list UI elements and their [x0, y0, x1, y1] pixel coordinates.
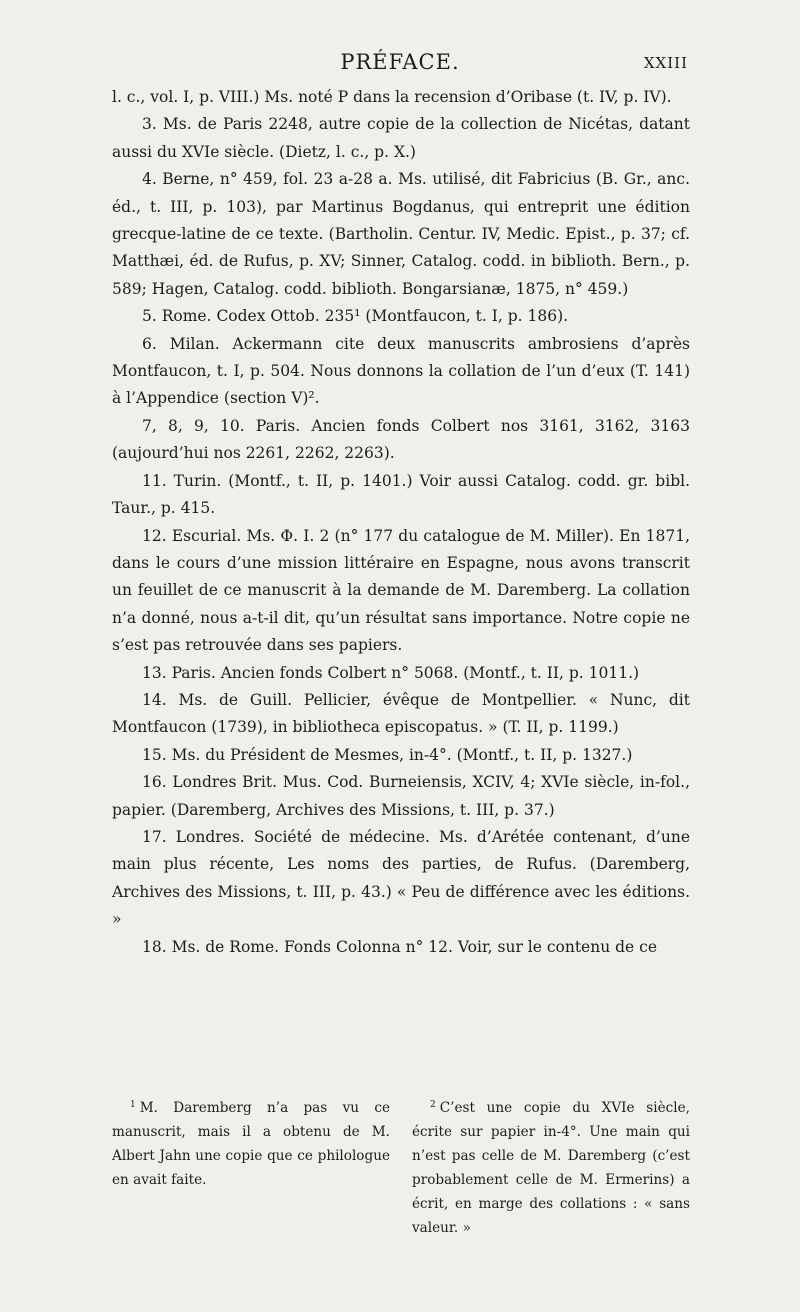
manuscript-entry: 7, 8, 9, 10. Paris. Ancien fonds Colbert nos 3161, 3162, 3163 (aujourd’hui nos 2261, 2262, 2263).	[112, 416, 690, 463]
footnote-2	[412, 1093, 690, 1240]
running-head	[0, 50, 800, 80]
manuscript-entry: 6. Milan. Ackermann cite deux manuscrits ambrosiens d’après Montfaucon, t. I, p. 504. Nous donnons la collation de l’un d’eux (T. 141) à l’Appendice (section V)².	[112, 334, 690, 408]
manuscript-entry: 5. Rome. Codex Ottob. 235¹ (Montfaucon, t. I, p. 186).	[142, 307, 569, 326]
footnotes	[112, 1093, 690, 1240]
manuscript-entry: 12. Escurial. Ms. Φ. I. 2 (n° 177 du catalogue de M. Miller). En 1871, dans le cours d’une mission littéraire en Espagne, nous avons transcrit un feuillet de ce manuscrit à la demande de M. Daremberg. La collation n’a donné, nous a-t-il dit, qu’un résultat sans importance. Notre copie ne s’est pas retrouvée dans ses papiers.	[112, 526, 690, 655]
footnote-marker: 1	[130, 1100, 136, 1110]
manuscript-entry: 4. Berne, n° 459, fol. 23 a-28 a. Ms. utilisé, dit Fabricius (B. Gr., anc. éd., t. III, p. 103), par Martinus Bogdanus, qui entreprit une édition grecque-latine de ce texte. (Bartholin. Centur. IV, Medic. Epist., p. 37; cf. Matthæi, éd. de Rufus, p. XV; Sinner, Catalog. codd. in biblioth. Bern., p. 589; Hagen, Catalog. codd. biblioth. Bongarsianæ, 1875, n° 459.)	[112, 170, 690, 298]
body-text	[112, 84, 690, 961]
manuscript-entry: 14. Ms. de Guill. Pellicier, évêque de Montpellier. « Nunc, dit Montfaucon (1739), in bibliotheca episcopatus. » (T. II, p. 1199.)	[112, 690, 690, 737]
manuscript-entry: 3. Ms. de Paris 2248, autre copie de la collection de Nicétas, datant aussi du XVIe siècle. (Dietz, l. c., p. X.)	[112, 115, 690, 161]
manuscript-entry: 11. Turin. (Montf., t. II, p. 1401.) Voir aussi Catalog. codd. gr. bibl. Taur., p. 415.	[112, 471, 690, 518]
footnote-text: C’est une copie du XVIe siècle, écrite sur papier in-4°. Une main qui n’est pas celle de M. Daremberg (c’est probablement celle de M. Ermerins) a écrit, en marge des collations : « sans valeur. »	[412, 1100, 690, 1236]
footnote-text: M. Daremberg n’a pas vu ce manuscrit, mais il a obtenu de M. Albert Jahn une copie que ce philologue en avait faite.	[112, 1100, 390, 1188]
manuscript-entry: 17. Londres. Société de médecine. Ms. d’Arétée contenant, d’une main plus récente, Les noms des parties, de Rufus. (Daremberg, Archives des Missions, t. III, p. 43.) « Peu de différence avec les éditions. »	[112, 827, 690, 929]
manuscript-entry: 13. Paris. Ancien fonds Colbert n° 5068. (Montf., t. II, p. 1011.)	[142, 663, 640, 682]
entry-continuation: l. c., vol. I, p. VIII.) Ms. noté P dans la recension d’Oribase (t. IV, p. IV).	[112, 88, 672, 106]
manuscript-entry: 18. Ms. de Rome. Fonds Colonna n° 12. Voir, sur le contenu de ce	[142, 937, 657, 956]
footnote-marker: 2	[430, 1100, 436, 1110]
manuscript-entry: 15. Ms. du Président de Mesmes, in-4°. (Montf., t. II, p. 1327.)	[142, 745, 633, 764]
manuscript-entry: 16. Londres Brit. Mus. Cod. Burneiensis, XCIV, 4; XVIe siècle, in-fol., papier. (Daremberg, Archives des Missions, t. III, p. 37.)	[112, 773, 690, 819]
footnote-1	[112, 1093, 390, 1192]
running-title: PRÉFACE.	[340, 50, 460, 74]
page-number: XXIII	[643, 54, 688, 72]
